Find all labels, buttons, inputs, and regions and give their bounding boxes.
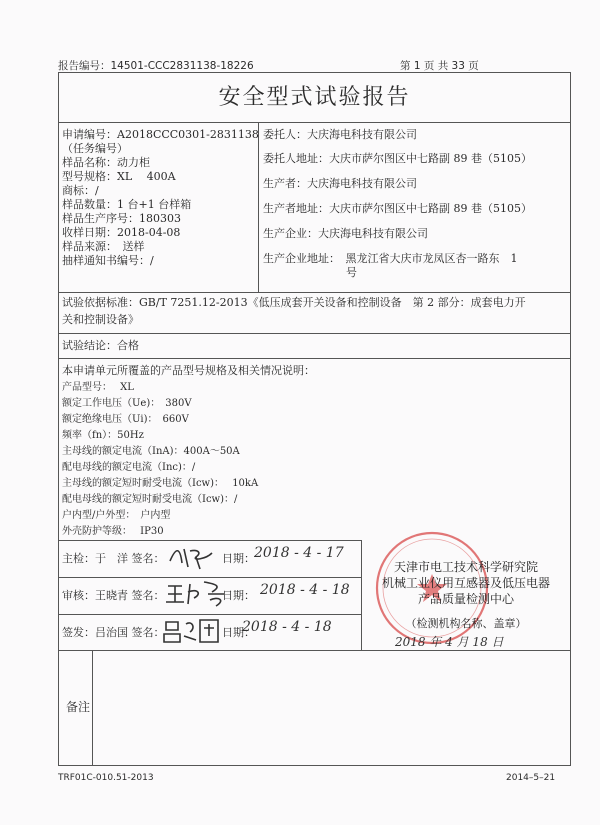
approve-date: 2018 - 4 - 18	[242, 619, 332, 635]
covered-title: 本申请单元所覆盖的产品型号规格及相关情况说明：	[62, 364, 315, 377]
factory-address: 生产企业地址： 黑龙江省大庆市龙凤区杏一路东 1	[263, 252, 518, 265]
lab-seal-caption: （检测机构名称、盖章）	[405, 617, 527, 630]
spec-item: 主母线的额定电流（InA)：400A～50A	[62, 446, 240, 457]
spec-item: 主母线的额定短时耐受电流（Icw)： 10kA	[62, 478, 259, 489]
spec-item: 额定绝缘电压（Ui)： 660V	[62, 414, 189, 425]
divider-v	[92, 650, 93, 766]
client-address: 委托人地址：大庆市萨尔图区中七路副 89 巷（5105）	[263, 152, 532, 165]
review-date: 2018 - 4 - 18	[260, 582, 350, 598]
divider	[58, 650, 571, 651]
date-label: 日期：	[222, 552, 255, 565]
page-title: 安全型式试验报告	[218, 85, 411, 110]
divider	[58, 358, 571, 359]
spec-item: 频率（fn）：50Hz	[62, 430, 144, 441]
tester-label: 主检：于 洋 签名：	[62, 552, 165, 565]
lab-name-3: 产品质量检测中心	[417, 592, 514, 606]
trademark: 商标：/	[62, 184, 99, 197]
client: 委托人：大庆海电科技有限公司	[263, 128, 417, 141]
lab-date: 2018 年 4 月 18 日	[395, 635, 504, 649]
approver-label: 签发：吕治国 签名：	[62, 626, 165, 639]
test-basis-cont: 关和控制设备》	[62, 313, 139, 326]
divider	[58, 292, 571, 293]
page-info: 第 1 页 共 33 页	[400, 60, 479, 72]
factory: 生产企业：大庆海电科技有限公司	[263, 227, 428, 240]
receive-date: 收样日期：2018-04-08	[62, 226, 181, 239]
spec-item: 额定工作电压（Ue)： 380V	[62, 398, 192, 409]
divider-v	[258, 122, 259, 292]
factory-address-cont: 号	[346, 266, 357, 279]
report-number: 报告编号：14501-CCC2831138-18226	[58, 60, 254, 72]
lab-name-2: 机械工业仪用互感器及低压电器	[381, 576, 550, 590]
application-no: 申请编号：A2018CCC0301-2831138	[62, 128, 259, 141]
reviewer-label: 审核：王晓青 签名：	[62, 589, 165, 602]
approver-signature	[162, 614, 222, 646]
test-basis: 试验依据标准：GB/T 7251.12-2013《低压成套开关设备和控制设备 第 2 部分：成套电力开	[62, 296, 526, 309]
sample-qty: 样品数量：1 台+1 台样箱	[62, 198, 192, 211]
date-label: 日期：	[222, 626, 255, 639]
spec-item: 户内型/户外型： 户内型	[62, 510, 171, 521]
sample-name: 样品名称：动力柜	[62, 156, 150, 169]
remarks-label: 备注	[66, 700, 91, 714]
sampling-notice-no: 抽样通知书编号：/	[62, 254, 154, 267]
date-label: 日期：	[222, 589, 255, 602]
test-date: 2018 - 4 - 17	[254, 545, 344, 561]
spec-item: 外壳防护等级： IP30	[62, 526, 164, 537]
form-date: 2014–5–21	[506, 773, 556, 783]
spec-item: 配电母线的额定短时耐受电流（Icw)：/	[62, 494, 238, 505]
spec-item: 产品型号： XL	[62, 382, 134, 393]
producer-address: 生产者地址：大庆市萨尔图区中七路副 89 巷（5105）	[263, 202, 532, 215]
tester-signature	[166, 541, 218, 571]
form-code: TRF01C-010.51-2013	[58, 773, 154, 783]
spec-item: 配电母线的额定电流（Inc)：/	[62, 462, 196, 473]
producer: 生产者：大庆海电科技有限公司	[263, 177, 417, 190]
sample-source: 样品来源： 送样	[62, 240, 145, 253]
divider	[58, 333, 571, 334]
task-no-label: （任务编号）	[62, 142, 128, 155]
divider	[58, 122, 571, 123]
sample-serial: 样品生产序号：180303	[62, 212, 181, 225]
model-spec: 型号规格：XL 400A	[62, 170, 176, 183]
lab-name-1: 天津市电工技术科学研究院	[393, 560, 538, 574]
test-conclusion: 试验结论：合格	[62, 339, 139, 352]
